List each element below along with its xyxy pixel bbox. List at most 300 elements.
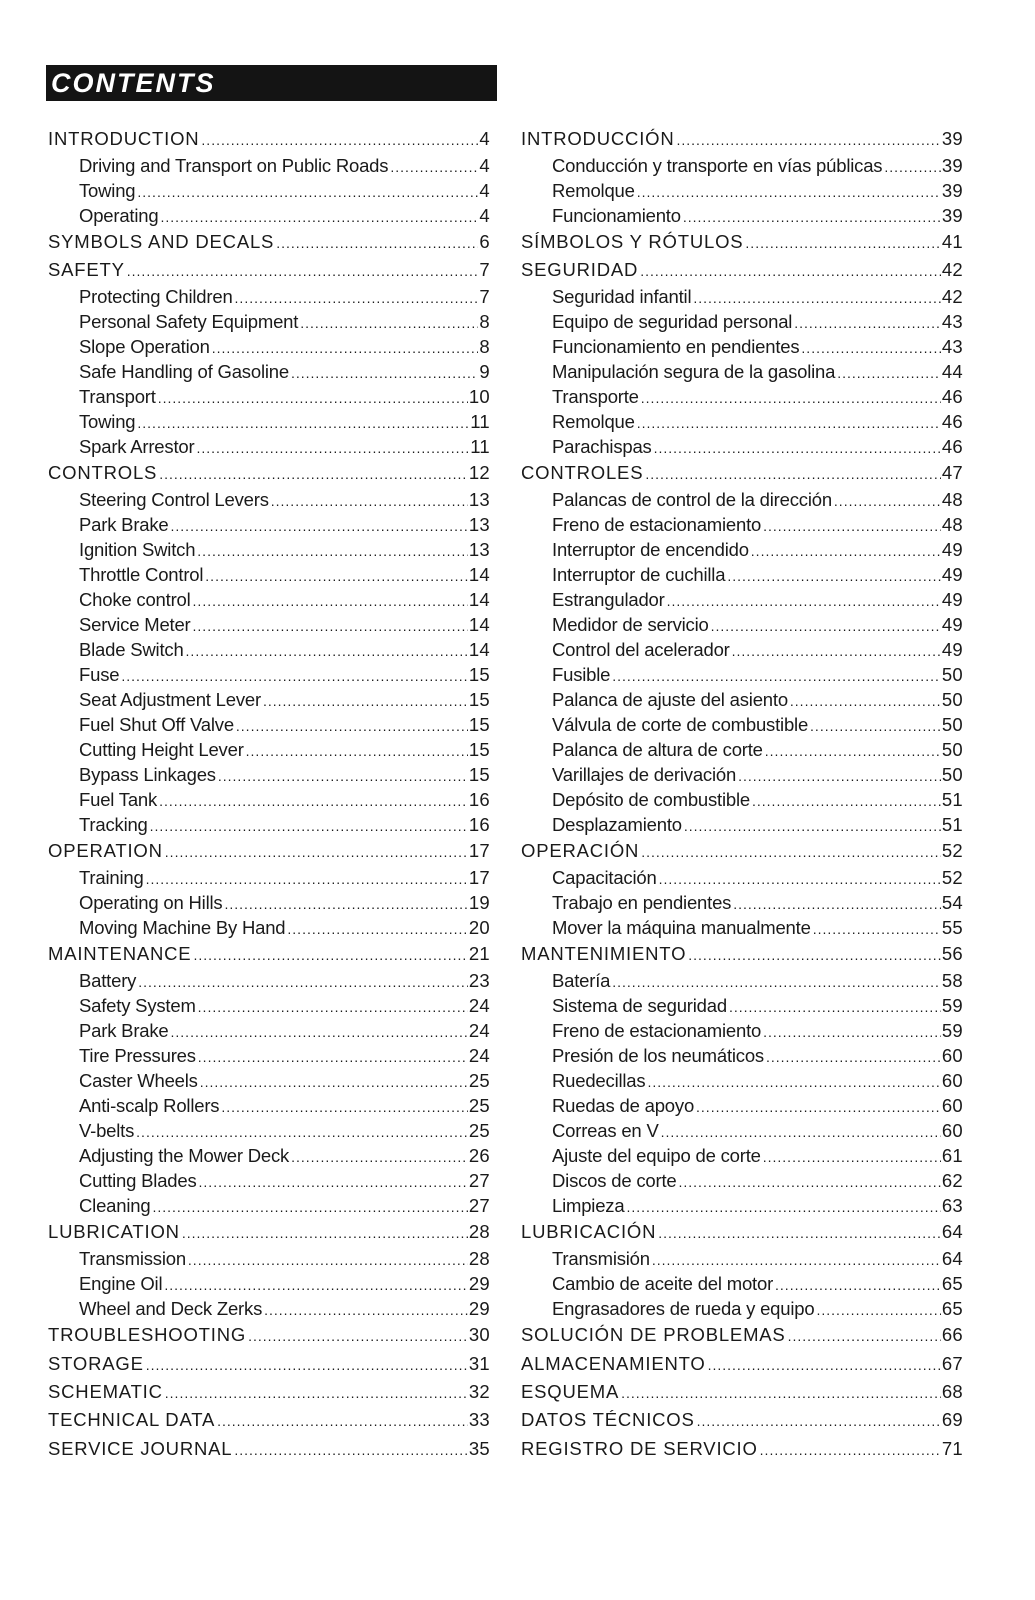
toc-subsection-entry[interactable]	[48, 361, 490, 383]
toc-section-entry[interactable]	[521, 840, 963, 862]
toc-entry-label: Training	[79, 866, 144, 888]
toc-entry-label: Service Meter	[79, 613, 191, 635]
toc-page-number: 52	[941, 866, 963, 888]
toc-entry-label: MAINTENANCE	[48, 943, 192, 965]
toc-page-number: 65	[941, 1272, 963, 1294]
toc-entry-label: Caster Wheels	[79, 1069, 198, 1091]
toc-page-number: 49	[941, 563, 963, 585]
toc-subsection-entry[interactable]	[48, 970, 490, 992]
toc-page-number: 66	[941, 1324, 963, 1346]
dot-leader	[708, 1354, 941, 1376]
toc-subsection-entry[interactable]	[48, 1298, 490, 1320]
toc-subsection-entry[interactable]	[521, 1195, 963, 1217]
toc-page-number: 4	[479, 179, 490, 201]
dot-leader	[236, 715, 468, 737]
toc-subsection-entry[interactable]	[521, 589, 963, 611]
toc-page-number: 69	[941, 1409, 963, 1431]
toc-subsection-entry[interactable]	[521, 436, 963, 458]
toc-page-number: 43	[941, 310, 963, 332]
dot-leader	[637, 181, 941, 203]
dot-leader	[729, 996, 941, 1018]
dot-leader	[221, 1096, 467, 1118]
toc-page-number: 14	[468, 638, 490, 660]
toc-page-number: 59	[941, 1019, 963, 1041]
toc-subsection-entry[interactable]	[48, 489, 490, 511]
toc-subsection-entry[interactable]	[48, 789, 490, 811]
toc-subsection-entry[interactable]	[48, 514, 490, 536]
toc-entry-label: Funcionamiento en pendientes	[552, 335, 800, 357]
dot-leader	[637, 412, 941, 434]
toc-page-number: 46	[941, 385, 963, 407]
dot-leader	[816, 1299, 940, 1321]
toc-entry-label: Steering Control Levers	[79, 488, 269, 510]
toc-subsection-entry[interactable]	[48, 1170, 490, 1192]
toc-subsection-entry[interactable]	[48, 1045, 490, 1067]
toc-subsection-entry[interactable]	[521, 892, 963, 914]
dot-leader	[218, 765, 468, 787]
toc-subsection-entry[interactable]	[521, 411, 963, 433]
toc-subsection-entry[interactable]	[48, 1120, 490, 1142]
dot-leader	[693, 287, 940, 309]
toc-subsection-entry[interactable]	[48, 614, 490, 636]
dot-leader	[661, 1121, 941, 1143]
toc-subsection-entry[interactable]	[48, 995, 490, 1017]
toc-subsection-entry[interactable]	[521, 689, 963, 711]
toc-subsection-entry[interactable]	[521, 867, 963, 889]
toc-subsection-entry[interactable]	[521, 155, 963, 177]
toc-entry-label: Cambio de aceite del motor	[552, 1272, 774, 1294]
dot-leader	[641, 387, 941, 409]
toc-section-entry[interactable]	[48, 1409, 490, 1431]
toc-section-entry[interactable]	[48, 943, 490, 965]
toc-section-entry[interactable]	[521, 1324, 963, 1346]
toc-subsection-entry[interactable]	[48, 539, 490, 561]
toc-entry-label: Interruptor de encendido	[552, 538, 749, 560]
toc-entry-label: Bypass Linkages	[79, 763, 216, 785]
toc-page-number: 62	[941, 1169, 963, 1191]
toc-entry-label: Fusible	[552, 663, 611, 685]
toc-page-number: 41	[941, 231, 963, 252]
toc-page-number: 29	[468, 1297, 490, 1319]
toc-page-number: 9	[479, 360, 490, 382]
toc-section-entry[interactable]	[521, 943, 963, 965]
toc-entry-label: INTRODUCCIÓN	[521, 128, 675, 149]
toc-entry-label: Interruptor de cuchilla	[552, 563, 726, 585]
dot-leader	[763, 515, 941, 537]
toc-subsection-entry[interactable]	[521, 1273, 963, 1295]
toc-section-entry[interactable]	[521, 231, 963, 253]
dot-leader	[159, 463, 468, 485]
toc-page-number: 25	[468, 1069, 490, 1091]
dot-leader	[751, 540, 941, 562]
toc-subsection-entry[interactable]	[521, 311, 963, 333]
toc-page-number: 29	[468, 1272, 490, 1294]
toc-page-number: 49	[941, 588, 963, 610]
toc-entry-label: Safe Handling of Gasoline	[79, 360, 289, 382]
toc-subsection-entry[interactable]	[48, 564, 490, 586]
dot-leader	[224, 893, 467, 915]
toc-subsection-entry[interactable]	[521, 917, 963, 939]
dot-leader	[645, 463, 940, 485]
dot-leader	[765, 740, 941, 762]
toc-subsection-entry[interactable]	[521, 739, 963, 761]
toc-subsection-entry[interactable]	[521, 1248, 963, 1270]
dot-leader	[654, 437, 941, 459]
toc-subsection-entry[interactable]	[521, 1020, 963, 1042]
toc-page-number: 24	[468, 1044, 490, 1066]
toc-subsection-entry[interactable]	[48, 386, 490, 408]
toc-entry-label: Battery	[79, 969, 137, 991]
toc-entry-label: Cutting Height Lever	[79, 738, 244, 760]
toc-section-entry[interactable]	[48, 1381, 490, 1403]
dot-leader	[763, 1146, 941, 1168]
dot-leader	[212, 337, 479, 359]
dot-leader	[152, 1196, 467, 1218]
dot-leader	[171, 1021, 468, 1043]
toc-page-number: 43	[941, 335, 963, 357]
dot-leader	[612, 971, 941, 993]
toc-subsection-entry[interactable]	[521, 1145, 963, 1167]
toc-entry-label: Operating	[79, 204, 159, 226]
toc-page-number: 33	[468, 1409, 490, 1431]
toc-entry-label: Ruedas de apoyo	[552, 1094, 695, 1116]
toc-entry-label: Spark Arrestor	[79, 435, 195, 457]
toc-page-number: 31	[468, 1352, 490, 1374]
toc-page-number: 68	[941, 1380, 963, 1402]
dot-leader	[193, 590, 468, 612]
dot-leader	[727, 565, 941, 587]
toc-page-number: 64	[941, 1247, 963, 1269]
toc-section-entry[interactable]	[48, 1353, 490, 1375]
dot-leader	[766, 1046, 941, 1068]
toc-entry-label: Control del acelerador	[552, 638, 730, 660]
dot-leader	[688, 944, 941, 966]
dot-leader	[146, 1354, 468, 1376]
toc-section-entry[interactable]	[521, 128, 963, 150]
toc-entry-label: Park Brake	[79, 513, 169, 535]
toc-page-number: 7	[479, 259, 490, 281]
toc-entry-label: Adjusting the Mower Deck	[79, 1144, 290, 1166]
toc-subsection-entry[interactable]	[48, 1273, 490, 1295]
toc-subsection-entry[interactable]	[521, 1120, 963, 1142]
toc-subsection-entry[interactable]	[48, 917, 490, 939]
toc-entry-label: Choke control	[79, 588, 191, 610]
toc-entry-label: CONTROLES	[521, 462, 644, 484]
dot-leader	[300, 312, 478, 334]
toc-section-entry[interactable]	[48, 1221, 490, 1243]
toc-section-entry[interactable]	[48, 840, 490, 862]
toc-subsection-entry[interactable]	[48, 205, 490, 227]
toc-page-number: 6	[479, 231, 490, 252]
toc-page-number: 15	[468, 663, 490, 685]
dot-leader	[159, 790, 468, 812]
toc-entry-label: SAFETY	[48, 259, 125, 281]
toc-page-number: 65	[941, 1297, 963, 1319]
toc-entry-label: Depósito de combustible	[552, 788, 750, 810]
toc-page-number: 49	[941, 538, 963, 560]
toc-subsection-entry[interactable]	[521, 764, 963, 786]
toc-entry-label: SERVICE JOURNAL	[48, 1437, 233, 1459]
toc-page-number: 15	[468, 738, 490, 760]
toc-page-number: 49	[941, 638, 963, 660]
toc-subsection-entry[interactable]	[521, 639, 963, 661]
toc-entry-label: Discos de corte	[552, 1169, 677, 1191]
dot-leader	[137, 181, 478, 203]
toc-subsection-entry[interactable]	[521, 1095, 963, 1117]
dot-leader	[199, 1171, 468, 1193]
toc-subsection-entry[interactable]	[48, 1195, 490, 1217]
dot-leader	[182, 1222, 468, 1244]
dot-leader	[647, 1071, 940, 1093]
toc-subsection-entry[interactable]	[48, 689, 490, 711]
toc-entry-label: Operating on Hills	[79, 891, 223, 913]
toc-subsection-entry[interactable]	[48, 286, 490, 308]
dot-leader	[200, 1071, 468, 1093]
toc-page-number: 67	[941, 1352, 963, 1374]
dot-leader	[788, 1325, 941, 1347]
toc-entry-label: ALMACENAMIENTO	[521, 1352, 706, 1374]
toc-subsection-entry[interactable]	[48, 639, 490, 661]
toc-subsection-entry[interactable]	[521, 361, 963, 383]
toc-section-entry[interactable]	[48, 1324, 490, 1346]
dot-leader	[612, 665, 941, 687]
toc-entry-label: ESQUEMA	[521, 1380, 620, 1402]
toc-section-entry[interactable]	[48, 1438, 490, 1460]
toc-subsection-entry[interactable]	[521, 1045, 963, 1067]
toc-page-number: 11	[470, 435, 490, 457]
toc-page-number: 24	[468, 994, 490, 1016]
toc-page-number: 14	[468, 613, 490, 635]
toc-entry-label: SCHEMATIC	[48, 1380, 163, 1402]
toc-section-entry[interactable]	[521, 462, 963, 484]
dot-leader	[813, 918, 941, 940]
toc-entry-label: REGISTRO DE SERVICIO	[521, 1437, 758, 1459]
dot-leader	[659, 868, 941, 890]
toc-column-spanish	[521, 0, 963, 1600]
toc-entry-label: Palanca de altura de corte	[552, 738, 763, 760]
toc-entry-label: Desplazamiento	[552, 813, 682, 835]
toc-subsection-entry[interactable]	[48, 764, 490, 786]
toc-page-number: 50	[941, 663, 963, 685]
dot-leader	[217, 1410, 468, 1432]
toc-entry-label: Funcionamiento	[552, 204, 681, 226]
toc-subsection-entry[interactable]	[521, 1298, 963, 1320]
toc-section-entry[interactable]	[521, 1353, 963, 1375]
toc-entry-label: V-belts	[79, 1119, 135, 1141]
toc-entry-label: Capacitación	[552, 866, 657, 888]
toc-page-number: 44	[941, 360, 963, 382]
toc-entry-label: Equipo de seguridad personal	[552, 310, 793, 332]
dot-leader	[121, 665, 467, 687]
toc-subsection-entry[interactable]	[521, 995, 963, 1017]
toc-entry-label: Ruedecillas	[552, 1069, 646, 1091]
toc-page-number: 39	[941, 154, 963, 176]
toc-page-number: 28	[468, 1221, 490, 1243]
toc-entry-label: Remolque	[552, 410, 635, 432]
dot-leader	[188, 1249, 468, 1271]
toc-subsection-entry[interactable]	[48, 714, 490, 736]
toc-entry-label: Fuel Tank	[79, 788, 158, 810]
toc-entry-label: Remolque	[552, 179, 635, 201]
toc-page-number: 26	[468, 1144, 490, 1166]
toc-entry-label: Limpieza	[552, 1194, 625, 1216]
toc-page-number: 54	[941, 891, 963, 913]
toc-entry-label: Engrasadores de rueda y equipo	[552, 1297, 815, 1319]
dot-leader	[834, 490, 941, 512]
dot-leader	[667, 590, 941, 612]
toc-section-entry[interactable]	[521, 1221, 963, 1243]
toc-section-entry[interactable]	[48, 231, 490, 253]
toc-page-number: 23	[468, 969, 490, 991]
toc-subsection-entry[interactable]	[48, 311, 490, 333]
toc-section-entry[interactable]	[521, 1409, 963, 1431]
dot-leader	[164, 1274, 467, 1296]
toc-entry-label: OPERATION	[48, 840, 163, 862]
toc-column-english	[48, 0, 490, 1600]
toc-entry-label: Personal Safety Equipment	[79, 310, 299, 332]
toc-entry-label: Cleaning	[79, 1194, 151, 1216]
toc-subsection-entry[interactable]	[48, 336, 490, 358]
dot-leader	[884, 156, 940, 178]
toc-subsection-entry[interactable]	[48, 436, 490, 458]
toc-section-entry[interactable]	[48, 259, 490, 281]
toc-page-number: 17	[468, 866, 490, 888]
toc-page-number: 4	[479, 154, 490, 176]
toc-subsection-entry[interactable]	[521, 539, 963, 561]
toc-subsection-entry[interactable]	[521, 614, 963, 636]
dot-leader	[263, 690, 468, 712]
toc-page-number: 61	[941, 1144, 963, 1166]
toc-page-number: 32	[468, 1380, 490, 1402]
toc-subsection-entry[interactable]	[521, 714, 963, 736]
toc-subsection-entry[interactable]	[521, 386, 963, 408]
dot-leader	[683, 206, 941, 228]
dot-leader	[763, 1021, 941, 1043]
toc-subsection-entry[interactable]	[521, 286, 963, 308]
dot-leader	[264, 1299, 468, 1321]
toc-subsection-entry[interactable]	[48, 411, 490, 433]
toc-subsection-entry[interactable]	[48, 664, 490, 686]
toc-page-number: 20	[468, 916, 490, 938]
toc-subsection-entry[interactable]	[521, 1070, 963, 1092]
toc-subsection-entry[interactable]	[48, 1020, 490, 1042]
toc-subsection-entry[interactable]	[48, 155, 490, 177]
toc-subsection-entry[interactable]	[521, 180, 963, 202]
dot-leader	[160, 206, 478, 228]
toc-subsection-entry[interactable]	[48, 892, 490, 914]
page-title: CONTENTS	[51, 68, 216, 98]
toc-page-number: 10	[468, 385, 490, 407]
dot-leader	[136, 1121, 468, 1143]
dot-leader	[626, 1196, 940, 1218]
toc-subsection-entry[interactable]	[48, 589, 490, 611]
toc-entry-label: Freno de estacionamiento	[552, 1019, 762, 1041]
dot-leader	[696, 1096, 941, 1118]
toc-subsection-entry[interactable]	[48, 1095, 490, 1117]
toc-page-number: 47	[941, 462, 963, 484]
toc-subsection-entry[interactable]	[521, 789, 963, 811]
toc-subsection-entry[interactable]	[521, 814, 963, 836]
toc-subsection-entry[interactable]	[521, 514, 963, 536]
dot-leader	[271, 490, 468, 512]
toc-section-entry[interactable]	[48, 128, 490, 150]
toc-entry-label: Towing	[79, 179, 136, 201]
toc-page-number: 60	[941, 1069, 963, 1091]
toc-subsection-entry[interactable]	[521, 564, 963, 586]
toc-entry-label: Fuse	[79, 663, 120, 685]
toc-subsection-entry[interactable]	[521, 489, 963, 511]
toc-entry-label: Seguridad infantil	[552, 285, 692, 307]
toc-entry-label: TECHNICAL DATA	[48, 1409, 216, 1431]
toc-page-number: 16	[468, 813, 490, 835]
toc-entry-label: Medidor de servicio	[552, 613, 709, 635]
dot-leader	[150, 815, 468, 837]
toc-entry-label: Moving Machine By Hand	[79, 916, 286, 938]
toc-page-number: 13	[468, 488, 490, 510]
toc-page-number: 27	[468, 1169, 490, 1191]
toc-page-number: 60	[941, 1044, 963, 1066]
toc-entry-label: LUBRICATION	[48, 1221, 180, 1243]
dot-leader	[837, 362, 941, 384]
toc-section-entry[interactable]	[48, 462, 490, 484]
toc-page-number: 50	[941, 688, 963, 710]
toc-page-number: 14	[468, 588, 490, 610]
toc-entry-label: Presión de los neumáticos	[552, 1044, 764, 1066]
toc-page-number: 4	[479, 204, 490, 226]
dot-leader	[198, 1046, 468, 1068]
toc-subsection-entry[interactable]	[48, 1145, 490, 1167]
dot-leader	[676, 129, 940, 151]
dot-leader	[641, 841, 941, 863]
toc-subsection-entry[interactable]	[48, 867, 490, 889]
toc-subsection-entry[interactable]	[48, 739, 490, 761]
toc-entry-label: Sistema de seguridad	[552, 994, 727, 1016]
dot-leader	[197, 540, 468, 562]
toc-subsection-entry[interactable]	[521, 664, 963, 686]
toc-subsection-entry[interactable]	[521, 205, 963, 227]
toc-entry-label: SEGURIDAD	[521, 259, 639, 281]
toc-page-number: 42	[941, 259, 963, 281]
toc-subsection-entry[interactable]	[48, 1070, 490, 1092]
toc-subsection-entry[interactable]	[521, 970, 963, 992]
toc-page-number: 13	[468, 538, 490, 560]
toc-page-number: 11	[470, 410, 490, 432]
toc-subsection-entry[interactable]	[48, 1248, 490, 1270]
dot-leader	[738, 765, 941, 787]
toc-entry-label: Wheel and Deck Zerks	[79, 1297, 263, 1319]
toc-entry-label: Protecting Children	[79, 285, 233, 307]
toc-page-number: 51	[941, 813, 963, 835]
dot-leader	[640, 260, 941, 282]
toc-page-number: 48	[941, 513, 963, 535]
toc-subsection-entry[interactable]	[48, 814, 490, 836]
toc-page-number: 71	[941, 1437, 963, 1459]
toc-section-entry[interactable]	[521, 1381, 963, 1403]
toc-section-entry[interactable]	[521, 259, 963, 281]
toc-page-number: 63	[941, 1194, 963, 1216]
dot-leader	[801, 337, 940, 359]
toc-subsection-entry[interactable]	[521, 1170, 963, 1192]
toc-subsection-entry[interactable]	[521, 336, 963, 358]
dot-leader	[287, 918, 467, 940]
dot-leader	[193, 615, 468, 637]
toc-page-number: 51	[941, 788, 963, 810]
toc-entry-label: Throttle Control	[79, 563, 204, 585]
toc-entry-label: Varillajes de derivación	[552, 763, 737, 785]
toc-section-entry[interactable]	[521, 1438, 963, 1460]
dot-leader	[679, 1171, 941, 1193]
toc-subsection-entry[interactable]	[48, 180, 490, 202]
